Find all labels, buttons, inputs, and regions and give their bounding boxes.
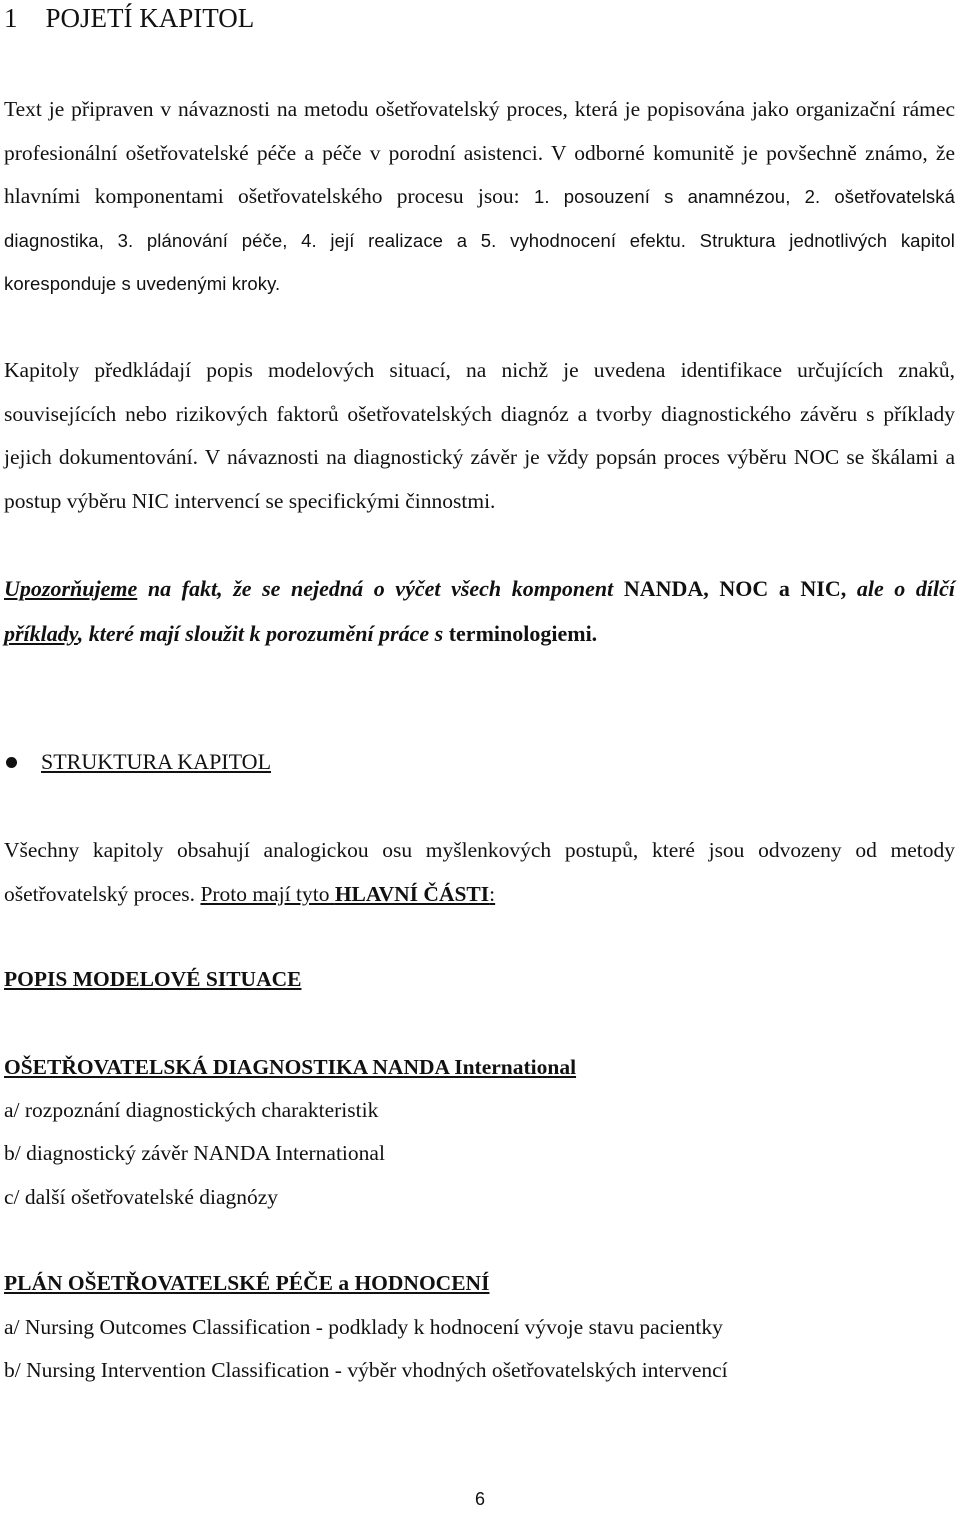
- notice-terminology: terminologiemi.: [448, 621, 598, 646]
- list-item: b/ Nursing Intervention Classification - výběr vhodných ošetřovatelských intervencí: [4, 1358, 728, 1382]
- structure-text: Všechny kapitoly obsahují analogickou osu myšlenkových postupů, které jsou odvozeny od metody ošetřovatelský proces.: [4, 838, 955, 906]
- structure-lead: Proto mají tyto: [200, 882, 335, 906]
- list-item: a/ rozpoznání diagnostických charakteristik: [4, 1098, 379, 1122]
- notice-paragraph: [4, 566, 955, 656]
- list-item: a/ Nursing Outcomes Classification - podklady k hodnocení vývoje stavu pacientky: [4, 1315, 723, 1339]
- structure-lead-end: :: [489, 882, 496, 906]
- notice-text-c: , které mají sloužit k porozumění práce s: [77, 621, 449, 646]
- structure-paragraph: [4, 828, 955, 916]
- notice-text-b: ale o dílčí: [856, 576, 955, 601]
- page-number: 6: [474, 1489, 485, 1509]
- structure-lead-bold: HLAVNÍ ČÁSTI: [334, 882, 490, 906]
- list-item: c/ další ošetřovatelské diagnózy: [4, 1185, 279, 1209]
- notice-keyword: Upozorňujeme: [4, 576, 138, 601]
- process-steps-text: 1. posouzení s anamnézou, 2. ošetřovatelská diagnostika, 3. plánování péče, 4. její realizace a 5. vyhodnocení efektu. Struktura jednotlivých kapitol koresponduje s uvedenými kroky.: [4, 186, 956, 295]
- chapter-title: POJETÍ KAPITOL: [45, 3, 255, 33]
- intro-paragraph: [4, 88, 955, 306]
- notice-text-a: na fakt, že se nejedná o výčet všech komponent: [137, 576, 624, 601]
- intro-text: Text je připraven v návaznosti na metodu ošetřovatelský proces, která je popisována jako organizační rámec profesionální ošetřovatelské péče a péče v porodní asistenci. V odborné komunitě je povšechně známo, že hlavními komponentami ošetřovatelského procesu jsou:: [4, 97, 955, 209]
- part-title-care-plan: PLÁN OŠETŘOVATELSKÉ PÉČE a HODNOCENÍ: [4, 1271, 490, 1295]
- part-title-diagnostics: OŠETŘOVATELSKÁ DIAGNOSTIKA NANDA International: [4, 1055, 577, 1079]
- chapter-heading: [4, 0, 254, 40]
- bullet-icon: [6, 757, 17, 768]
- section-title: STRUKTURA KAPITOL: [41, 749, 272, 774]
- notice-acronyms: NANDA, NOC a NIC,: [623, 576, 847, 601]
- notice-examples: příklady: [4, 621, 78, 646]
- part-title-model-situation: POPIS MODELOVÉ SITUACE: [4, 967, 302, 991]
- list-item: b/ diagnostický závěr NANDA International: [4, 1141, 385, 1165]
- chapters-description-paragraph: Kapitoly předkládají popis modelových situací, na nichž je uvedena identifikace určujících znaků, souvisejících nebo rizikových faktorů ošetřovatelských diagnóz a tvorby diagnostického závěru s příklady jejich dokumentování. V návaznosti na diagnostický závěr je vždy popsán proces výběru NOC se škálami a postup výběru NIC intervencí se specifickými činnostmi.: [4, 358, 955, 513]
- chapter-number: 1: [4, 3, 18, 33]
